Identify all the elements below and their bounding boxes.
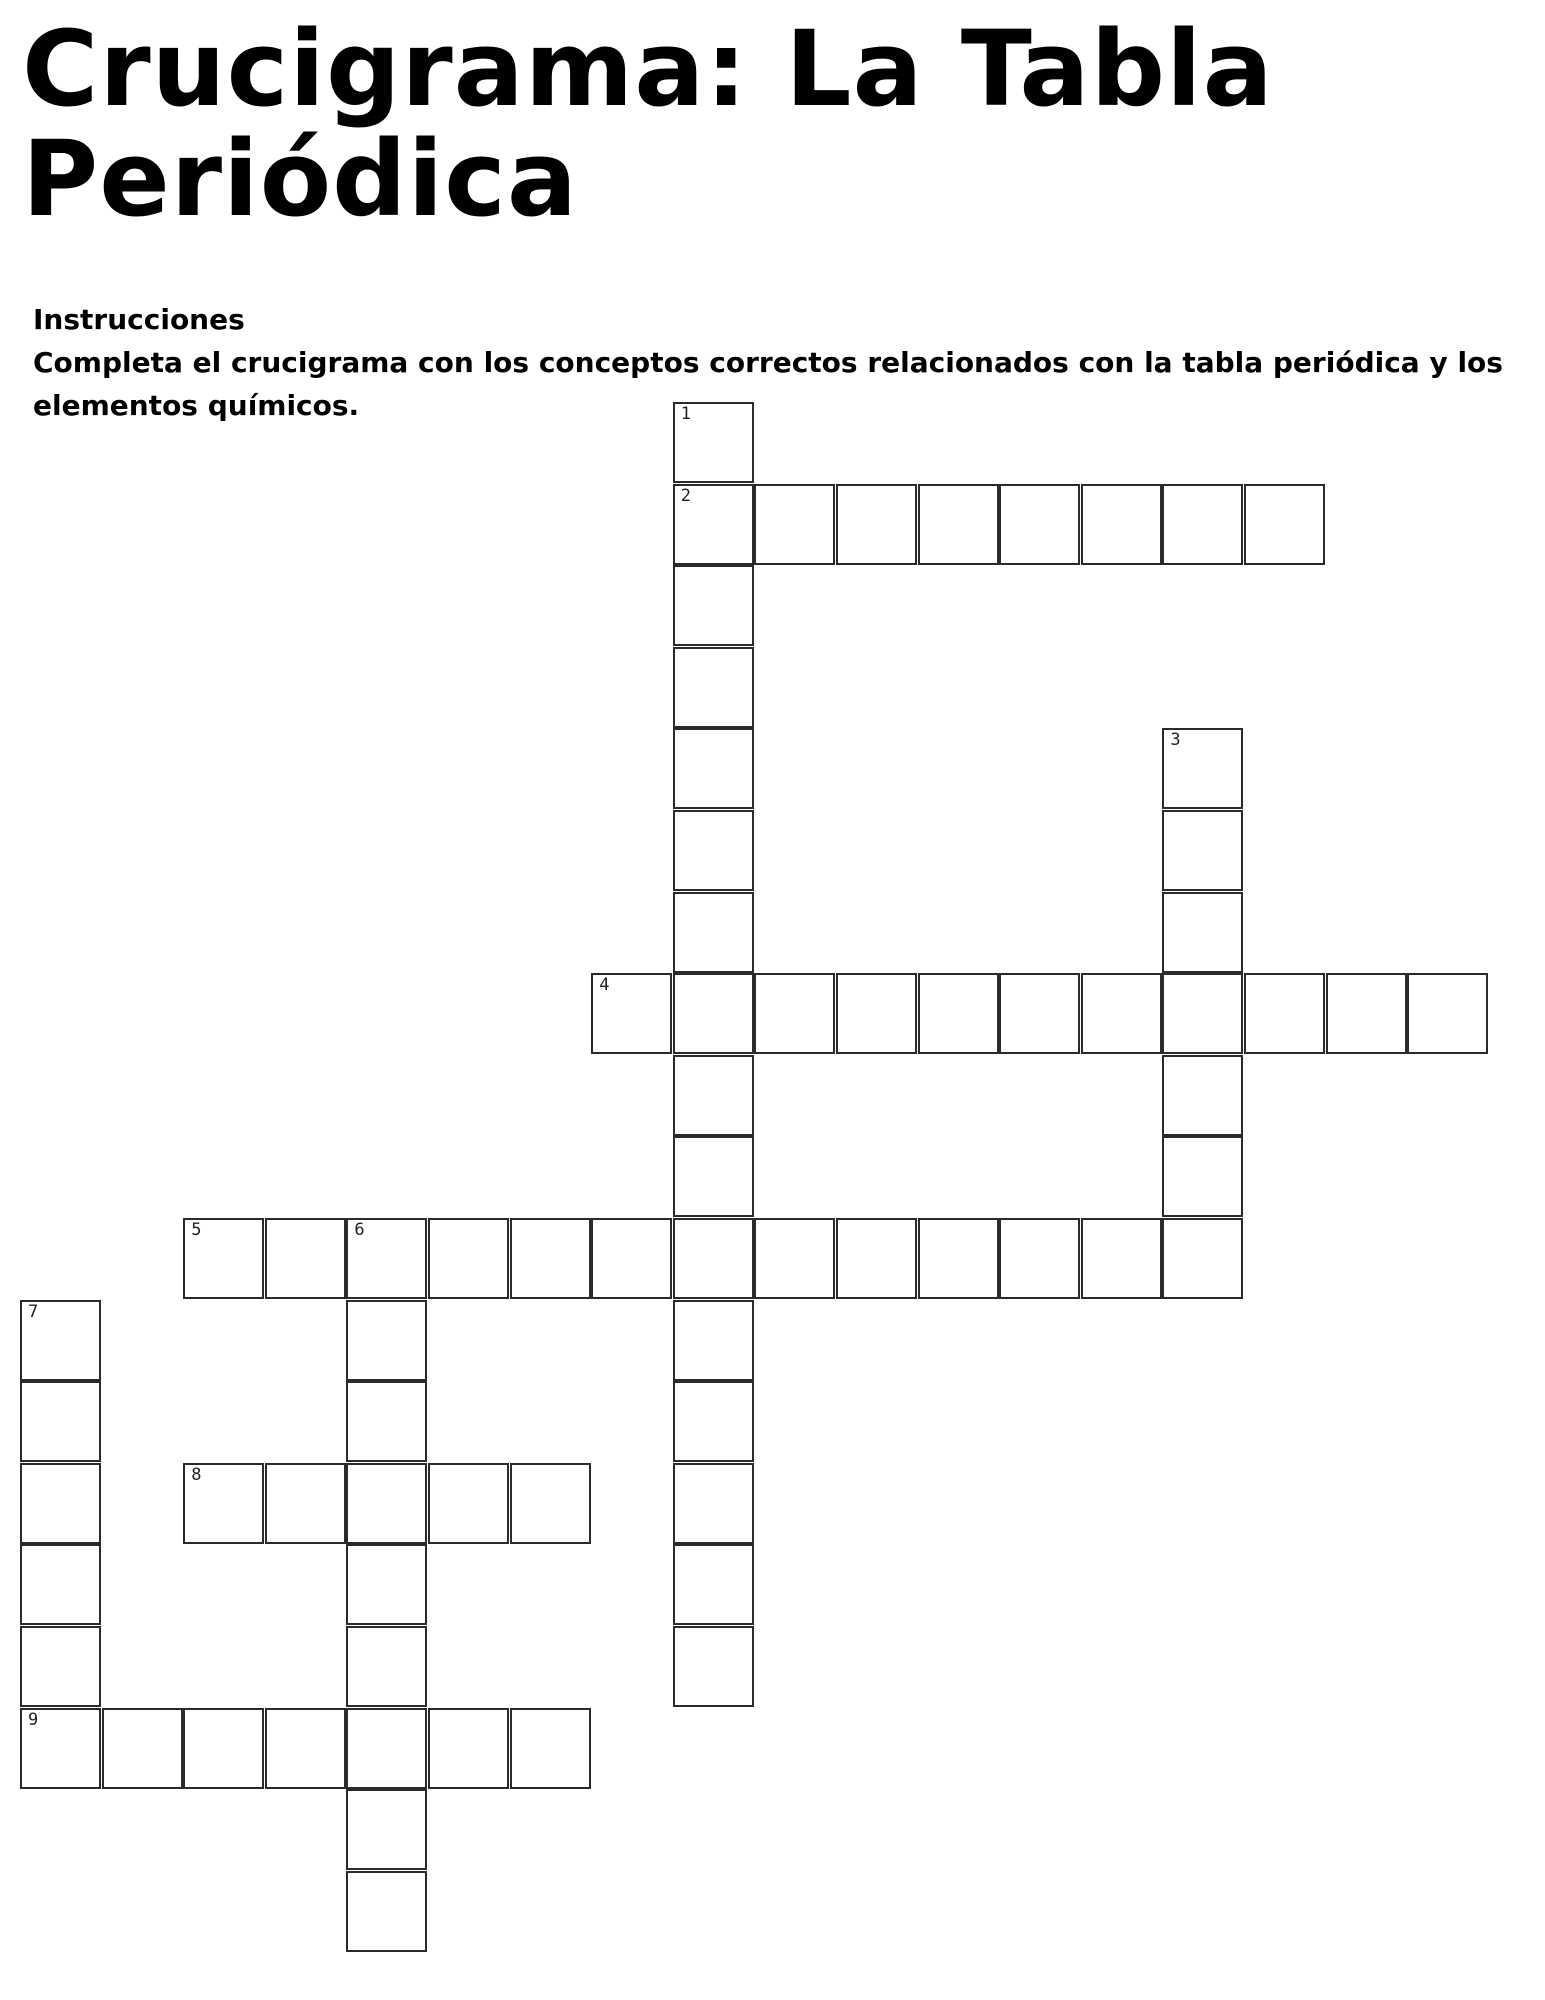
crossword-cell[interactable] [1162,1055,1243,1136]
crossword-cell[interactable] [673,973,754,1054]
crossword-cell[interactable] [183,1463,264,1544]
crossword-cell[interactable] [1244,484,1325,565]
crossword-cell[interactable] [836,1218,917,1299]
crossword-cell[interactable] [20,1463,101,1544]
crossword-cell[interactable] [673,1218,754,1299]
crossword-cell[interactable] [1162,1136,1243,1217]
crossword-cell[interactable] [1326,973,1407,1054]
crossword-cell[interactable] [754,973,835,1054]
crossword-cell[interactable] [510,1218,591,1299]
crossword-cell[interactable] [673,1055,754,1136]
crossword-cell[interactable] [673,1381,754,1462]
crossword-cell[interactable] [265,1463,346,1544]
crossword-cell[interactable] [673,1463,754,1544]
crossword-cell[interactable] [20,1626,101,1707]
clue-number: 2 [680,485,692,506]
crossword-cell[interactable] [673,728,754,809]
crossword-cell[interactable] [20,1708,101,1789]
page-title: Crucigrama: La Tabla Periódica [22,8,1274,240]
crossword-cell[interactable] [346,1463,427,1544]
crossword-cell[interactable] [999,1218,1080,1299]
crossword-cell[interactable] [673,484,754,565]
crossword-cell[interactable] [1244,973,1325,1054]
crossword-cell[interactable] [346,1871,427,1952]
crossword-cell[interactable] [183,1218,264,1299]
crossword-cell[interactable] [183,1708,264,1789]
crossword-cell[interactable] [591,1218,672,1299]
crossword-cell[interactable] [999,973,1080,1054]
clue-number: 6 [354,1220,365,1240]
crossword-cell[interactable] [1162,810,1243,891]
crossword-cell[interactable] [1081,484,1162,565]
crossword-cell[interactable] [836,484,917,565]
instructions-heading: Instrucciones [33,303,245,336]
crossword-cell[interactable] [265,1218,346,1299]
crossword-cell[interactable] [754,484,835,565]
clue-number: 9 [28,1709,39,1730]
crossword-cell[interactable] [1162,484,1243,565]
clue-number: 3 [1170,730,1181,751]
crossword-cell[interactable] [428,1218,509,1299]
crossword-cell[interactable] [673,1544,754,1625]
clue-number: 5 [191,1220,202,1240]
crossword-cell[interactable] [1162,728,1243,809]
crossword-cell[interactable] [1081,973,1162,1054]
crossword-cell[interactable] [346,1300,427,1381]
crossword-cell[interactable] [673,1626,754,1707]
crossword-cell[interactable] [102,1708,183,1789]
crossword-cell[interactable] [428,1708,509,1789]
crossword-cell[interactable] [346,1708,427,1789]
crossword-cell[interactable] [673,402,754,483]
crossword-cell[interactable] [918,484,999,565]
crossword-cell[interactable] [1162,973,1243,1054]
crossword-cell[interactable] [265,1708,346,1789]
crossword-cell[interactable] [346,1218,427,1299]
crossword-cell[interactable] [673,647,754,728]
crossword-cell[interactable] [1162,1218,1243,1299]
crossword-cell[interactable] [673,1300,754,1381]
crossword-cell[interactable] [673,892,754,973]
crossword-cell[interactable] [836,973,917,1054]
clue-number: 7 [28,1301,39,1322]
instructions-text: Completa el crucigrama con los conceptos correctos relacionados con la tabla periódica y los elementos químicos. [33,346,1503,422]
clue-number: 4 [599,975,610,996]
crossword-cell[interactable] [1081,1218,1162,1299]
crossword-cell[interactable] [1162,892,1243,973]
crossword-cell[interactable] [20,1544,101,1625]
crossword-cell[interactable] [673,565,754,646]
crossword-cell[interactable] [918,1218,999,1299]
crossword-cell[interactable] [673,1136,754,1217]
crossword-cell[interactable] [754,1218,835,1299]
crossword-cell[interactable] [591,973,672,1054]
crossword-cell[interactable] [673,810,754,891]
instructions [33,298,1513,427]
crossword-cell[interactable] [346,1626,427,1707]
clue-number: 8 [191,1464,202,1485]
crossword-cell[interactable] [510,1708,591,1789]
crossword-cell[interactable] [999,484,1080,565]
crossword-cell[interactable] [346,1381,427,1462]
crossword-cell[interactable] [20,1300,101,1381]
crossword-cell[interactable] [428,1463,509,1544]
crossword-cell[interactable] [346,1789,427,1870]
crossword-cell[interactable] [346,1544,427,1625]
crossword-cell[interactable] [20,1381,101,1462]
clue-number: 1 [680,404,692,424]
crossword-cell[interactable] [918,973,999,1054]
crossword-cell[interactable] [510,1463,591,1544]
crossword-cell[interactable] [1407,973,1488,1054]
